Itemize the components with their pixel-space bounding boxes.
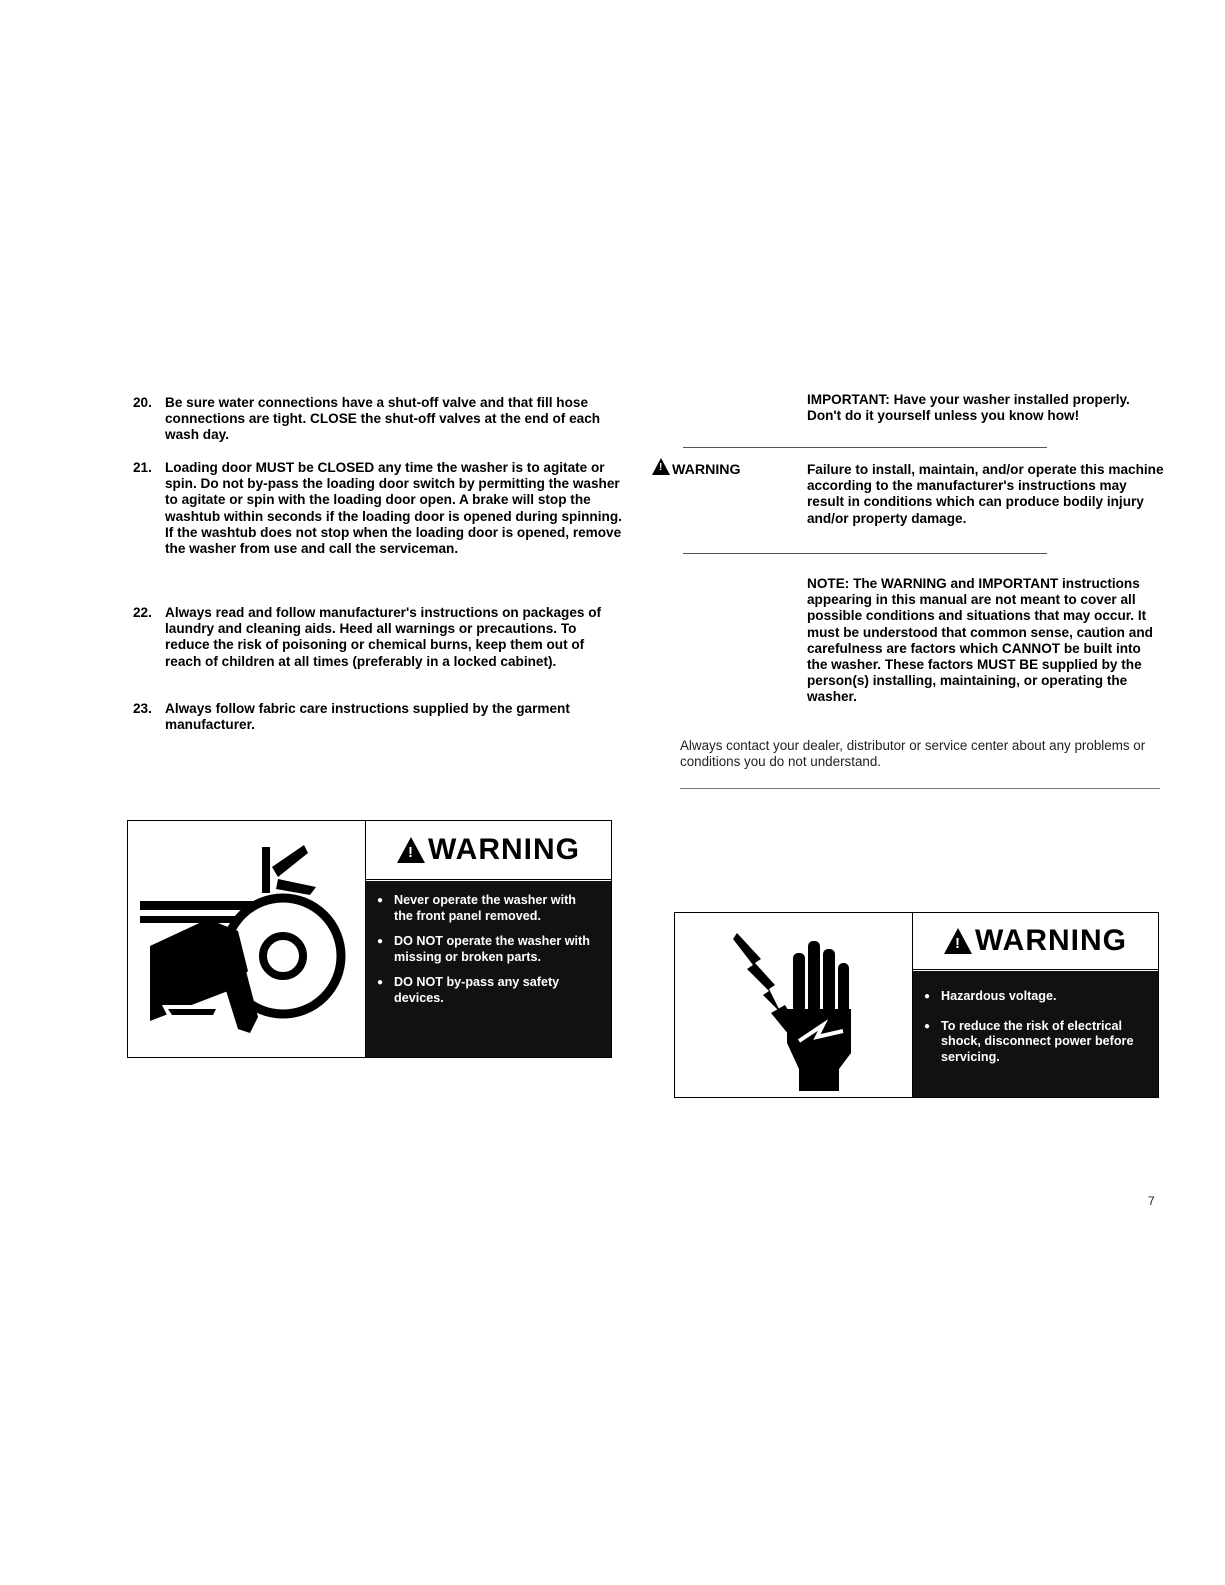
divider-top <box>683 447 1047 448</box>
warning-triangle-icon <box>944 928 972 954</box>
warning-text: Failure to install, maintain, and/or operate this machine according to the manufacturer's instructions may result in conditions which can produce bodily injury and/or property damage. <box>807 462 1164 526</box>
important-notice: IMPORTANT: Have your washer installed properly. Don't do it yourself unless you know how! <box>807 392 1130 424</box>
warning-panel <box>365 821 611 1057</box>
warning-box-electrical <box>674 912 1159 1098</box>
contact-text: Always contact your dealer, distributor or service center about any problems or conditions you do not understand. <box>680 738 1146 769</box>
safety-item-23 <box>133 701 623 733</box>
divider-middle <box>683 553 1047 554</box>
page-number: 7 <box>1148 1194 1155 1208</box>
item-text: Loading door MUST be CLOSED any time the washer is to agitate or spin. Do not by-pass the loading door switch by permitting the washer to agitate or spin with the loading door open. A brake will stop the washtub within seconds if the loading door is opened during spinning. If the washtub does not stop when the loading door is opened, remove the washer from use and call the serviceman. <box>165 460 622 557</box>
electric-shock-hand-icon <box>675 913 911 1097</box>
warning-bullet: ● DO NOT operate the washer with missing or broken parts. <box>372 934 593 965</box>
warning-body <box>366 881 611 1057</box>
safety-item-22 <box>133 605 623 670</box>
warning-header: ! WARNING <box>366 821 611 880</box>
warning-box-moving-parts <box>127 820 612 1058</box>
warning-bullet: ● Hazardous voltage. <box>919 989 1140 1005</box>
divider-bottom <box>680 788 1160 789</box>
warning-panel <box>912 913 1158 1097</box>
warning-triangle-icon <box>397 837 425 863</box>
warning-body <box>913 971 1158 1097</box>
warning-bullet: ● Never operate the washer with the front panel removed. <box>372 893 593 924</box>
item-number: 23. <box>133 701 152 716</box>
hand-entanglement-icon <box>128 821 364 1057</box>
safety-item-20 <box>133 395 623 444</box>
warning-header: ! WARNING <box>913 913 1158 970</box>
item-text: Always follow fabric care instructions supplied by the garment manufacturer. <box>165 701 570 733</box>
warning-label: !WARNING <box>652 458 802 478</box>
item-number: 21. <box>133 460 152 475</box>
warning-bullet: ● DO NOT by-pass any safety devices. <box>372 975 593 1006</box>
safety-item-21 <box>133 460 623 557</box>
item-number: 22. <box>133 605 152 620</box>
warning-triangle-icon <box>652 458 670 475</box>
item-text: Be sure water connections have a shut-off valve and that fill hose connections are tight. CLOSE the shut-off valves at the end of each wash day. <box>165 395 601 443</box>
note-text: NOTE: The WARNING and IMPORTANT instructions appearing in this manual are not meant to cover all possible conditions and situations that may occur. It must be understood that common sense, caution and carefulness are factors which CANNOT be built into the washer. These factors MUST BE supplied by the person(s) installing, maintaining, or operating the washer. <box>807 576 1153 705</box>
item-text: Always read and follow manufacturer's instructions on packages of laundry and cleaning aids. Heed all warnings or precautions. To reduce the risk of poisoning or chemical burns, keep them out of reach of children at all times (preferably in a locked cabinet). <box>165 605 602 669</box>
item-number: 20. <box>133 395 152 410</box>
warning-bullet: ● To reduce the risk of electrical shock, disconnect power before servicing. <box>919 1019 1140 1066</box>
